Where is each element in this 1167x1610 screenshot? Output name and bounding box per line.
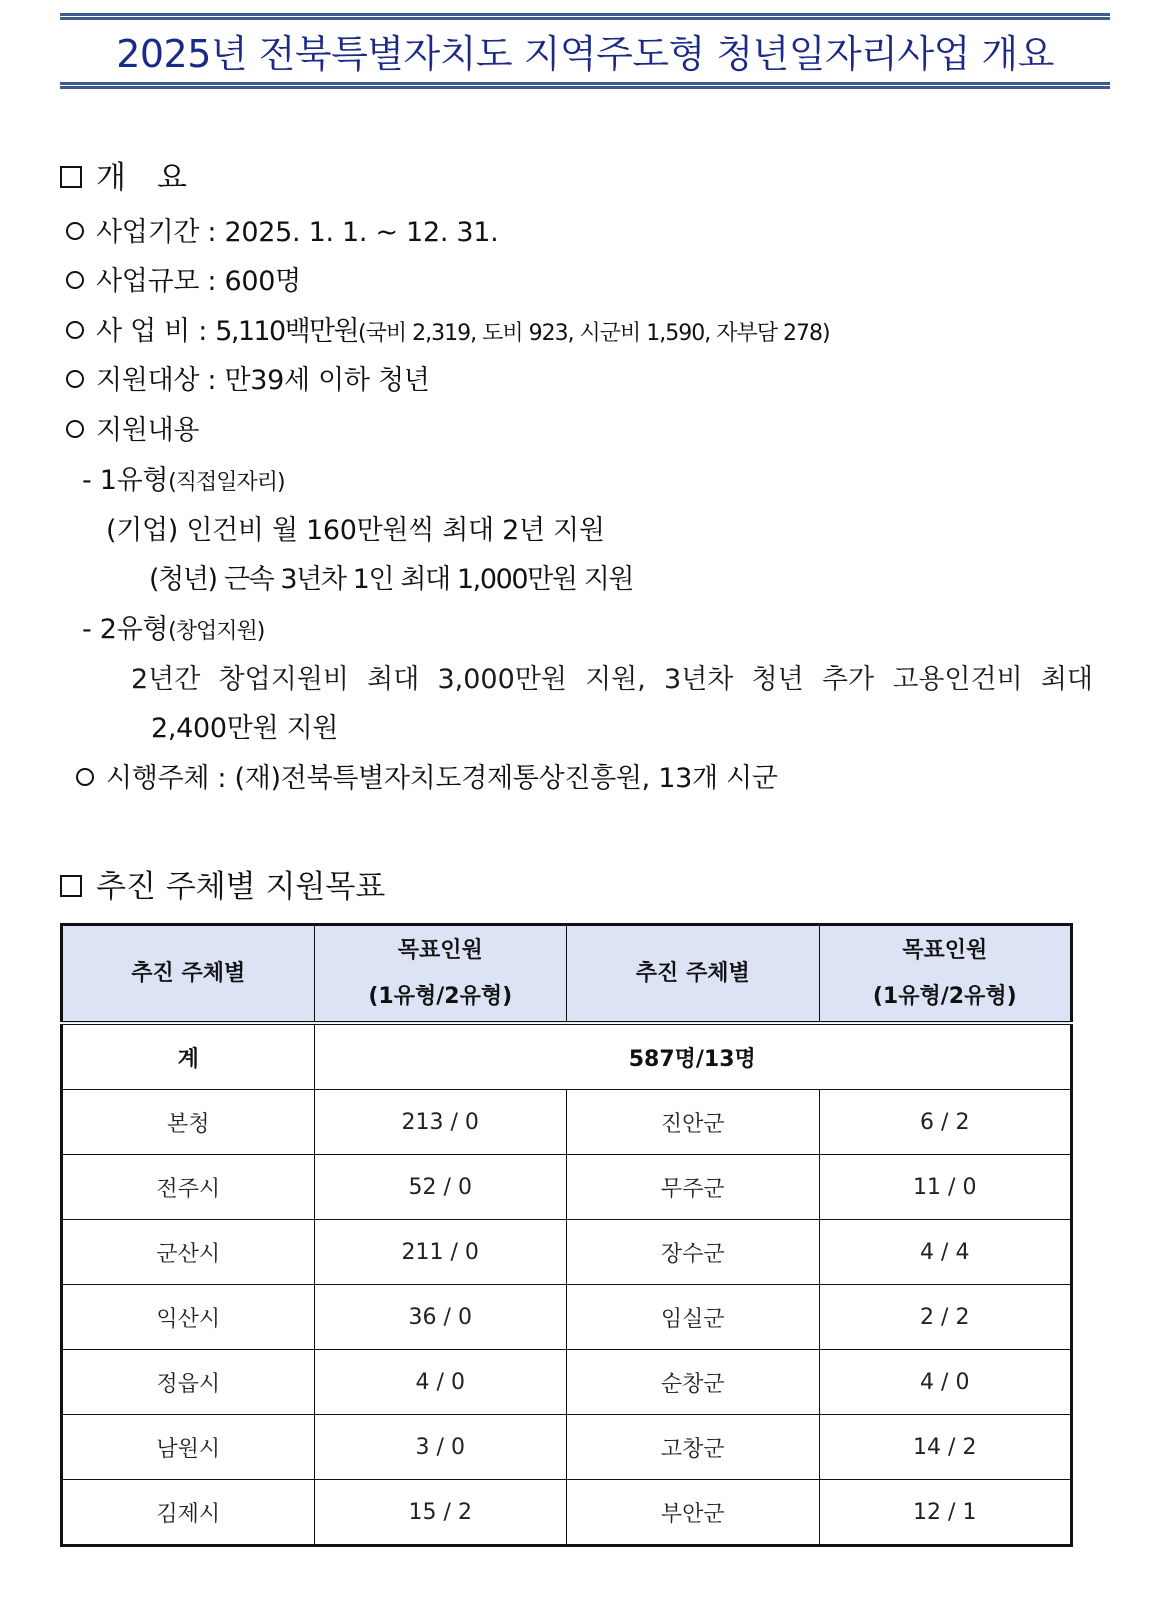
table-row (62, 1220, 1072, 1285)
targets-table (60, 923, 1073, 1547)
type2-line2 (151, 713, 338, 745)
budget-label: 사 업 비 : (96, 316, 216, 347)
budget-amount: 5,110백만원 (215, 316, 359, 347)
header-goal-line1: 목표인원 (397, 937, 483, 963)
total-label: 계 (62, 1023, 315, 1090)
value-cell: 3 / 0 (314, 1415, 567, 1480)
circle-bullet-icon (66, 420, 84, 438)
budget-detail: (국비 2,319, 도비 923, 시군비 1,590, 자부담 278) (358, 321, 830, 346)
header-goal-line2: (1유형/2유형) (368, 983, 513, 1009)
circle-bullet-icon (66, 222, 84, 240)
type1-sub: (직접일자리) (168, 470, 285, 495)
org-cell: 익산시 (62, 1285, 315, 1350)
total-row (62, 1023, 1072, 1090)
value-cell: 14 / 2 (819, 1415, 1072, 1480)
table-row (62, 1155, 1072, 1220)
target-text: 지원대상 : 만39세 이하 청년 (96, 365, 430, 396)
type1-youth-text: (청년) 근속 3년차 1인 최대 1,000만원 지원 (149, 564, 634, 595)
header-goal-1 (314, 925, 567, 1024)
type1-youth-line (149, 564, 633, 596)
agency-line (76, 763, 778, 795)
table-row (62, 1350, 1072, 1415)
org-cell: 전주시 (62, 1155, 315, 1220)
title-bottom-rule (60, 82, 1110, 89)
org-cell: 군산시 (62, 1220, 315, 1285)
content-text: 지원내용 (96, 415, 200, 446)
org-cell: 임실군 (567, 1285, 820, 1350)
content-line (66, 415, 199, 447)
org-cell: 정읍시 (62, 1350, 315, 1415)
value-cell: 36 / 0 (314, 1285, 567, 1350)
circle-bullet-icon (76, 768, 94, 786)
circle-bullet-icon (66, 271, 84, 289)
title-block (60, 12, 1110, 89)
table-row (62, 1285, 1072, 1350)
overview-heading (60, 160, 187, 196)
type2-sub: (창업지원) (168, 619, 265, 644)
budget-line (66, 316, 830, 350)
org-cell: 진안군 (567, 1090, 820, 1155)
type2-line2-text: 2,400만원 지원 (151, 713, 339, 744)
header-goal-line1: 목표인원 (902, 937, 988, 963)
table-row (62, 1480, 1072, 1546)
type1-company-line (106, 515, 605, 547)
value-cell: 52 / 0 (314, 1155, 567, 1220)
table-row (62, 1090, 1072, 1155)
circle-bullet-icon (66, 321, 84, 339)
square-bullet-icon (60, 875, 82, 897)
type2-line1: 2년간 창업지원비 최대 3,000만원 지원, 3년차 청년 추가 고용인건비 최대 (131, 664, 1093, 695)
header-org-1: 추진 주체별 (62, 925, 315, 1024)
org-cell: 순창군 (567, 1350, 820, 1415)
value-cell: 11 / 0 (819, 1155, 1072, 1220)
circle-bullet-icon (66, 370, 84, 388)
targets-heading-text: 추진 주체별 지원목표 (96, 869, 386, 905)
header-org-2: 추진 주체별 (567, 925, 820, 1024)
type2-label: - 2유형 (82, 614, 169, 645)
table-row (62, 1415, 1072, 1480)
org-cell: 김제시 (62, 1480, 315, 1546)
title-top-rule (60, 13, 1110, 20)
header-goal-2 (819, 925, 1072, 1024)
header-goal-line2: (1유형/2유형) (872, 983, 1017, 1009)
scale-line (66, 266, 301, 298)
org-cell: 고창군 (567, 1415, 820, 1480)
type2-line (82, 614, 264, 648)
page-title: 2025년 전북특별자치도 지역주도형 청년일자리사업 개요 (116, 32, 1054, 76)
type1-label: - 1유형 (82, 465, 169, 496)
value-cell: 4 / 4 (819, 1220, 1072, 1285)
value-cell: 2 / 2 (819, 1285, 1072, 1350)
type1-line (82, 465, 285, 499)
agency-text: 시행주체 : (재)전북특별자치도경제통상진흥원, 13개 시군 (106, 763, 778, 794)
value-cell: 15 / 2 (314, 1480, 567, 1546)
table-header-row (62, 925, 1072, 1024)
org-cell: 남원시 (62, 1415, 315, 1480)
total-value: 587명/13명 (314, 1023, 1072, 1090)
overview-heading-text: 개 요 (96, 160, 187, 196)
value-cell: 213 / 0 (314, 1090, 567, 1155)
type1-company-text: (기업) 인건비 월 160만원씩 최대 2년 지원 (106, 515, 605, 546)
org-cell: 부안군 (567, 1480, 820, 1546)
value-cell: 211 / 0 (314, 1220, 567, 1285)
org-cell: 장수군 (567, 1220, 820, 1285)
value-cell: 4 / 0 (314, 1350, 567, 1415)
period-line (66, 217, 498, 249)
org-cell: 본청 (62, 1090, 315, 1155)
value-cell: 12 / 1 (819, 1480, 1072, 1546)
value-cell: 6 / 2 (819, 1090, 1072, 1155)
target-line (66, 365, 430, 397)
targets-heading (60, 869, 385, 905)
org-cell: 무주군 (567, 1155, 820, 1220)
scale-text: 사업규모 : 600명 (96, 266, 301, 297)
square-bullet-icon (60, 166, 82, 188)
value-cell: 4 / 0 (819, 1350, 1072, 1415)
period-text: 사업기간 : 2025. 1. 1. ~ 12. 31. (96, 217, 499, 248)
